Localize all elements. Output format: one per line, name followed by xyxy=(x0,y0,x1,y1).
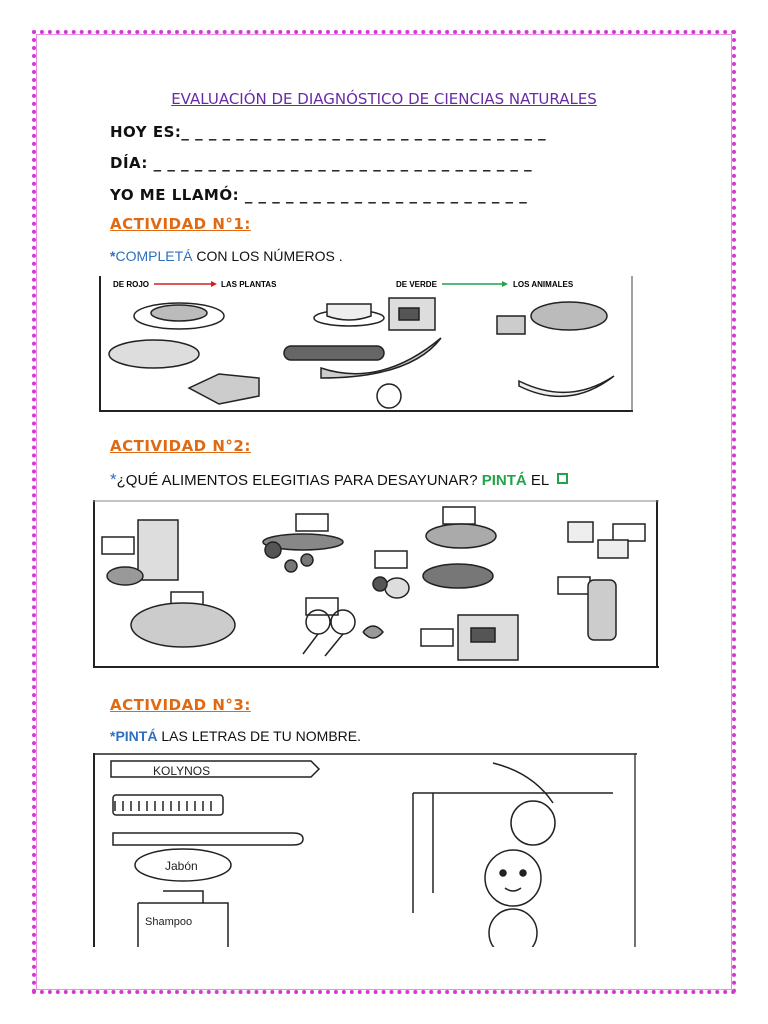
activity-3-image xyxy=(93,753,637,947)
toothbrush xyxy=(113,833,303,845)
apple xyxy=(377,384,401,408)
cereal-bowl xyxy=(107,567,143,585)
instruction-verb: PINTÁ xyxy=(481,472,527,489)
activity-1-image xyxy=(99,276,633,412)
answer-box xyxy=(296,514,328,531)
activity-3-instruction xyxy=(110,728,361,744)
girl-face xyxy=(489,909,537,947)
bottle xyxy=(588,580,616,640)
name-field[interactable]: YO ME LLAMÓ: _ _ _ _ _ _ _ _ _ _ _ _ _ _ _ _ _ _ _ _ _ xyxy=(110,186,528,204)
date-field[interactable]: HOY ES:_ _ _ _ _ _ _ _ _ _ _ _ _ _ _ _ _ _ _ _ _ _ _ _ _ _ _ xyxy=(110,123,547,141)
instruction-verb: PINTÁ xyxy=(115,728,158,744)
instruction-question: ¿QUÉ ALIMENTOS ELEGITIAS PARA DESAYUNAR? xyxy=(116,472,482,489)
fruit-bowl xyxy=(423,564,493,588)
sausage xyxy=(284,346,384,360)
activity-2-image xyxy=(93,500,659,668)
cheese xyxy=(189,374,259,404)
shower-wall xyxy=(413,793,613,913)
answer-box xyxy=(613,524,645,541)
instruction-text: LAS LETRAS DE TU NOMBRE. xyxy=(157,728,362,744)
checkbox-icon xyxy=(557,473,568,484)
fish-dish xyxy=(131,603,235,647)
day-field[interactable]: DÍA: _ _ _ _ _ _ _ _ _ _ _ _ _ _ _ _ _ _ _ _ _ _ _ _ _ _ _ _ xyxy=(110,154,533,172)
child-showering xyxy=(511,801,555,845)
cereal-box xyxy=(138,520,178,580)
answer-box xyxy=(102,537,134,554)
answer-box xyxy=(375,551,407,568)
activity-2-heading: ACTIVIDAD N°2: xyxy=(110,437,251,455)
instruction-star: * xyxy=(110,470,117,489)
legend-right-color: DE VERDE xyxy=(396,280,437,289)
instruction-text: CON LOS NÚMEROS . xyxy=(192,248,343,264)
toothpaste-tube xyxy=(111,761,319,777)
activity-1-instruction xyxy=(110,248,343,264)
activity-1-heading: ACTIVIDAD N°1: xyxy=(110,215,251,233)
legend-left-target: LAS PLANTAS xyxy=(221,280,277,289)
legend-left-color: DE ROJO xyxy=(113,280,150,289)
yogurt xyxy=(568,522,593,542)
answer-box xyxy=(558,577,590,594)
glass xyxy=(497,316,525,334)
instruction-star: * xyxy=(110,248,116,264)
child-face xyxy=(485,850,541,906)
bananas xyxy=(519,376,614,396)
pear xyxy=(385,578,409,598)
instruction-verb: COMPLETÁ xyxy=(115,248,193,264)
instruction-text: EL xyxy=(526,472,553,489)
answer-box xyxy=(421,629,453,646)
toothpaste-label: KOLYNOS xyxy=(153,764,211,778)
legend-right-target: LOS ANIMALES xyxy=(513,280,574,289)
activity-2-instruction xyxy=(110,470,568,490)
soap-label: Jabón xyxy=(165,859,198,873)
fish-plate xyxy=(531,302,607,330)
lollipop xyxy=(306,610,330,634)
salad-plate xyxy=(109,340,199,368)
plate-fruit xyxy=(426,524,496,548)
shower-head xyxy=(493,763,553,803)
answer-box xyxy=(443,507,475,524)
instruction-star: * xyxy=(110,728,116,744)
shampoo-label: Shampoo xyxy=(145,916,193,928)
page-title: EVALUACIÓN DE DIAGNÓSTICO DE CIENCIAS NATURALES xyxy=(171,90,597,108)
comb xyxy=(113,795,223,815)
activity-3-heading: ACTIVIDAD N°3: xyxy=(110,696,251,714)
